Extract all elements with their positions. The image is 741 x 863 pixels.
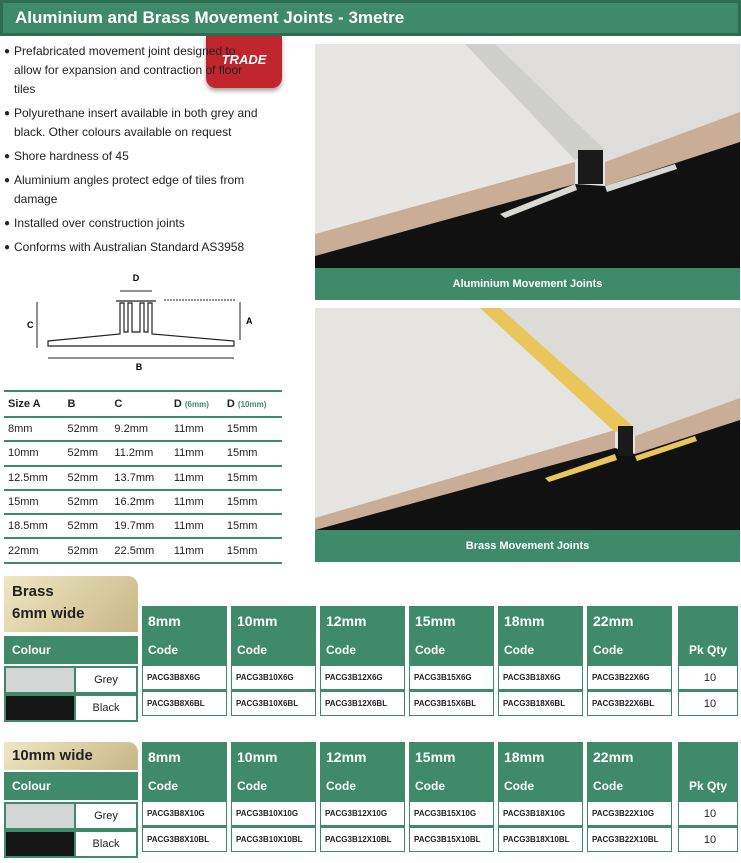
section-tab: Brass 6mm wide (4, 576, 138, 632)
page-title: Aluminium and Brass Movement Joints - 3metre (0, 0, 741, 36)
colour-row-grey: Grey (4, 802, 138, 830)
aluminium-joint-photo (315, 44, 740, 268)
product-code: PACG3B18X10G (498, 800, 583, 826)
product-code: PACG3B8X10BL (142, 826, 227, 852)
bullet-icon: ● (4, 242, 11, 253)
dim-label-d: D (132, 273, 140, 283)
size-column-15mm: 15mm Code PACG3B15X10G PACG3B15X10BL (409, 742, 494, 852)
product-code: PACG3B18X6G (498, 664, 583, 690)
brass-joint-photo (315, 308, 740, 530)
brass-photo-panel (315, 308, 740, 562)
product-table-10mm (0, 742, 741, 862)
product-code: PACG3B12X10G (320, 800, 405, 826)
product-code: PACG3B15X6BL (409, 690, 494, 716)
dim-label-a: A (246, 316, 253, 326)
col-header: D (6mm) (170, 391, 223, 417)
dim-label-c: C (27, 320, 34, 330)
feature-item: ● Polyurethane insert available in both grey and black. Other colours available on request (4, 104, 264, 142)
bullet-icon: ● (4, 175, 11, 186)
product-code: PACG3B22X6G (587, 664, 672, 690)
product-code: PACG3B10X6BL (231, 690, 316, 716)
colour-header: Colour (4, 772, 138, 800)
product-table-6mm (0, 576, 741, 726)
product-code: PACG3B18X6BL (498, 690, 583, 716)
size-column-8mm: 8mm Code PACG3B8X6G PACG3B8X6BL (142, 606, 227, 716)
bullet-icon: ● (4, 46, 11, 57)
product-code: PACG3B8X10G (142, 800, 227, 826)
table-row: 10mm 52mm 11.2mm 11mm 15mm (4, 441, 282, 465)
product-code: PACG3B22X10G (587, 800, 672, 826)
feature-item: ● Prefabricated movement joint designed to allow for expansion and contraction of floor tiles (4, 42, 264, 99)
product-code: PACG3B10X10G (231, 800, 316, 826)
pack-qty-column: Pk Qty 10 10 (678, 742, 738, 852)
colour-row-black: Black (4, 694, 138, 722)
colour-row-black: Black (4, 830, 138, 858)
feature-item: ● Conforms with Australian Standard AS3958 (4, 238, 264, 257)
product-code: PACG3B8X6G (142, 664, 227, 690)
size-column-15mm: 15mm Code PACG3B15X6G PACG3B15X6BL (409, 606, 494, 716)
section-tab: 10mm wide (4, 742, 138, 770)
product-code: PACG3B15X6G (409, 664, 494, 690)
aluminium-photo-panel (315, 44, 740, 300)
bullet-icon: ● (4, 218, 11, 229)
photo-caption: Brass Movement Joints (315, 530, 740, 562)
feature-item: ● Installed over construction joints (4, 214, 264, 233)
dimensions-table (4, 390, 282, 564)
size-column-12mm: 12mm Code PACG3B12X10G PACG3B12X10BL (320, 742, 405, 852)
joint-profile-diagram (24, 266, 274, 376)
size-column-12mm: 12mm Code PACG3B12X6G PACG3B12X6BL (320, 606, 405, 716)
bullet-icon: ● (4, 108, 11, 119)
size-column-10mm: 10mm Code PACG3B10X10G PACG3B10X10BL (231, 742, 316, 852)
product-code: PACG3B22X6BL (587, 690, 672, 716)
product-code: PACG3B8X6BL (142, 690, 227, 716)
product-code: PACG3B22X10BL (587, 826, 672, 852)
product-code: PACG3B10X6G (231, 664, 316, 690)
product-code: PACG3B12X6BL (320, 690, 405, 716)
product-code: PACG3B12X6G (320, 664, 405, 690)
pack-qty: 10 (678, 690, 738, 716)
table-row: 22mm 52mm 22.5mm 11mm 15mm (4, 538, 282, 562)
product-code: PACG3B10X10BL (231, 826, 316, 852)
feature-item: ● Aluminium angles protect edge of tiles from damage (4, 171, 264, 209)
size-column-22mm: 22mm Code PACG3B22X6G PACG3B22X6BL (587, 606, 672, 716)
table-row: 8mm 52mm 9.2mm 11mm 15mm (4, 417, 282, 441)
colour-header: Colour (4, 636, 138, 664)
product-code: PACG3B18X10BL (498, 826, 583, 852)
col-header: C (110, 391, 169, 417)
pack-qty-column: Pk Qty 10 10 (678, 606, 738, 716)
black-swatch (6, 832, 76, 856)
feature-list (4, 42, 264, 262)
size-column-10mm: 10mm Code PACG3B10X6G PACG3B10X6BL (231, 606, 316, 716)
size-column-18mm: 18mm Code PACG3B18X6G PACG3B18X6BL (498, 606, 583, 716)
table-row: 18.5mm 52mm 19.7mm 11mm 15mm (4, 514, 282, 538)
product-code: PACG3B12X10BL (320, 826, 405, 852)
colour-row-grey: Grey (4, 666, 138, 694)
pack-qty: 10 (678, 800, 738, 826)
col-header: D (10mm) (223, 391, 282, 417)
table-row: 12.5mm 52mm 13.7mm 11mm 15mm (4, 466, 282, 490)
product-code: PACG3B15X10BL (409, 826, 494, 852)
dim-label-b: B (135, 362, 143, 372)
product-code: PACG3B15X10G (409, 800, 494, 826)
trade-badge: TRADE (206, 36, 282, 88)
size-column-18mm: 18mm Code PACG3B18X10G PACG3B18X10BL (498, 742, 583, 852)
photo-caption: Aluminium Movement Joints (315, 268, 740, 300)
pack-qty: 10 (678, 664, 738, 690)
pack-qty: 10 (678, 826, 738, 852)
grey-swatch (6, 804, 76, 828)
table-header-row (4, 391, 282, 417)
grey-swatch (6, 668, 76, 692)
black-swatch (6, 696, 76, 720)
table-row: 15mm 52mm 16.2mm 11mm 15mm (4, 490, 282, 514)
size-column-22mm: 22mm Code PACG3B22X10G PACG3B22X10BL (587, 742, 672, 852)
bullet-icon: ● (4, 151, 11, 162)
col-header: Size A (4, 391, 63, 417)
size-column-8mm: 8mm Code PACG3B8X10G PACG3B8X10BL (142, 742, 227, 852)
feature-item: ● Shore hardness of 45 (4, 147, 264, 166)
col-header: B (63, 391, 110, 417)
